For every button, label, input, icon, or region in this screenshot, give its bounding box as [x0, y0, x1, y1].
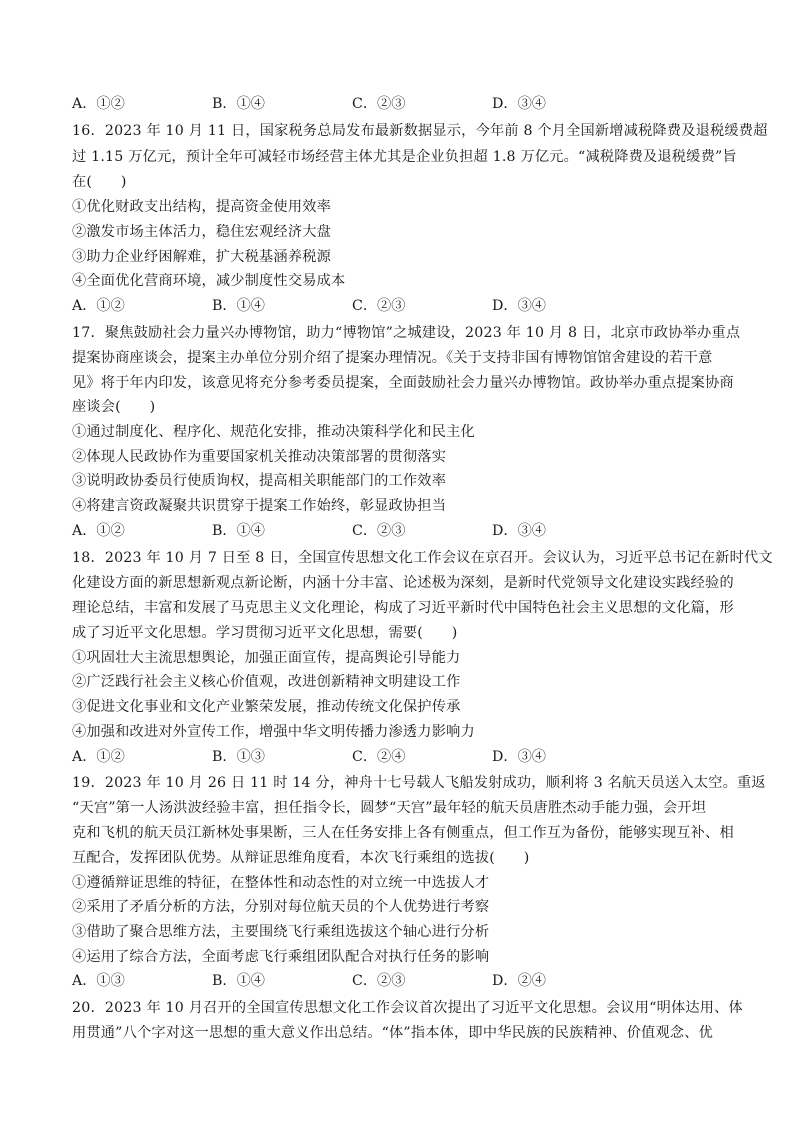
q16-stem-line-2: 过 1.15 万亿元，预计全年可减轻市场经营主体尤其是企业负担超 1.8 万亿元。“减税降费及退税缓费”旨 — [72, 149, 737, 165]
q17-item-1: ①通过制度化、程序化、规范化安排，推动决策科学化和民主化 — [72, 424, 475, 440]
q19-stem-line-3: 克和飞机的航天员江新林处事果断，三人在任务安排上各有侧重点，但工作互为备份，能够实现互补、相 — [72, 825, 734, 841]
q19-options — [72, 972, 732, 990]
q18-stem-line-1: 18．2023 年 10 月 7 日至 8 日，全国宣传思想文化工作会议在京召开。会议认为，习近平总书记在新时代文 — [72, 550, 773, 566]
q19-item-4: ④运用了综合方法，全面考虑飞行乘组团队配合对执行任务的影响 — [72, 949, 490, 965]
q18-option-a[interactable]: A．①② — [72, 749, 125, 765]
q16-option-a[interactable]: A．①② — [72, 298, 125, 314]
q17-option-c[interactable]: C．②③ — [352, 523, 406, 539]
q16-options — [72, 297, 732, 315]
q18-stem-line-4: 成了习近平文化思想。学习贯彻习近平文化思想，需要( ) — [72, 625, 458, 641]
q17-stem-line-2: 提案协商座谈会，提案主办单位分别介绍了提案办理情况。《关于支持非国有博物馆馆舍建设的若干意 — [72, 350, 713, 366]
q18-option-b[interactable]: B．①③ — [212, 749, 265, 765]
q16-item-2: ②激发市场主体活力，稳住宏观经济大盘 — [72, 224, 331, 240]
q18-item-3: ③促进文化事业和文化产业繁荣发展，推动传统文化保护传承 — [72, 699, 461, 715]
q18-options — [72, 748, 732, 766]
q18-item-4: ④加强和改进对外宣传工作，增强中华文明传播力渗透力影响力 — [72, 724, 475, 740]
q17-stem-line-1: 17．聚焦鼓励社会力量兴办博物馆，助力“博物馆”之城建设，2023 年 10 月 8 日，北京市政协举办重点 — [72, 325, 741, 341]
q16-item-4: ④全面优化营商环境，减少制度性交易成本 — [72, 273, 346, 289]
q20-stem-line-1: 20．2023 年 10 月召开的全国宣传思想文化工作会议首次提出了习近平文化思想。会议用“明体达用、体 — [72, 1000, 743, 1016]
q18-item-1: ①巩固壮大主流思想舆论，加强正面宣传，提高舆论引导能力 — [72, 650, 461, 666]
q17-stem-line-3: 见》将于年内印发，该意见将充分参考委员提案，全面鼓励社会力量兴办博物馆。政协举办重点提案协商 — [72, 375, 734, 391]
q18-option-d[interactable]: D．③④ — [492, 749, 546, 765]
q18-option-c[interactable]: C．②④ — [352, 749, 406, 765]
q17-item-4: ④将建言资政凝聚共识贯穿于提案工作始终，彰显政协担当 — [72, 498, 447, 514]
q17-option-a[interactable]: A．①② — [72, 523, 125, 539]
q15-option-a[interactable]: A．①② — [72, 96, 125, 112]
q19-option-d[interactable]: D．②④ — [492, 973, 546, 989]
q17-option-b[interactable]: B．①④ — [212, 523, 265, 539]
q18-stem-line-2: 化建设方面的新思想新观点新论断，内涵十分丰富、论述极为深刻，是新时代党领导文化建设实践经验的 — [72, 575, 734, 591]
q17-item-3: ③说明政协委员行使质询权，提高相关职能部门的工作效率 — [72, 473, 447, 489]
q16-option-c[interactable]: C．②③ — [352, 298, 406, 314]
q19-stem-line-2: “天宫”第一人汤洪波经验丰富，担任指令长，圆梦“天宫”最年轻的航天员唐胜杰动手能力强，会开坦 — [72, 800, 707, 816]
q17-options — [72, 522, 732, 540]
q18-item-2: ②广泛践行社会主义核心价值观，改进创新精神文明建设工作 — [72, 674, 461, 690]
q16-item-1: ①优化财政支出结构，提高资金使用效率 — [72, 199, 331, 215]
q17-stem-line-4: 座谈会( ) — [72, 399, 156, 415]
q19-option-b[interactable]: B．①④ — [212, 973, 265, 989]
q19-stem-line-1: 19．2023 年 10 月 26 日 11 时 14 分，神舟十七号载人飞船发射成功，顺利将 3 名航天员送入太空。重返 — [72, 775, 766, 791]
q19-item-2: ②采用了矛盾分析的方法，分别对每位航天员的个人优势进行考察 — [72, 899, 490, 915]
q15-option-c[interactable]: C．②③ — [352, 96, 406, 112]
q19-stem-line-4: 互配合，发挥团队优势。从辩证思维角度看，本次飞行乘组的选拔( ) — [72, 850, 530, 866]
q18-stem-line-3: 理论总结，丰富和发展了马克思主义文化理论，构成了习近平新时代中国特色社会主义思想的文化篇，形 — [72, 600, 734, 616]
q17-option-d[interactable]: D．③④ — [492, 523, 546, 539]
q16-item-3: ③助力企业纾困解难，扩大税基涵养税源 — [72, 249, 331, 265]
q16-stem-line-1: 16．2023 年 10 月 11 日，国家税务总局发布最新数据显示，今年前 8 个月全国新增减税降费及退税缓费超 — [72, 123, 768, 139]
q20-stem-line-2: 用贯通”八个字对这一思想的重大意义作出总结。“体”指本体，即中华民族的民族精神、价值观念、优 — [72, 1025, 714, 1041]
q19-option-c[interactable]: C．②③ — [352, 973, 406, 989]
q17-item-2: ②体现人民政协作为重要国家机关推动决策部署的贯彻落实 — [72, 449, 447, 465]
q15-options — [72, 95, 732, 113]
q15-option-b[interactable]: B．①④ — [212, 96, 265, 112]
q16-stem-line-3: 在( ) — [72, 174, 127, 190]
q19-option-a[interactable]: A．①③ — [72, 973, 125, 989]
q16-option-d[interactable]: D．③④ — [492, 298, 546, 314]
q19-item-3: ③借助了聚合思维方法，主要围绕飞行乘组选拔这个轴心进行分析 — [72, 924, 490, 940]
q16-option-b[interactable]: B．①④ — [212, 298, 265, 314]
q19-item-1: ①遵循辩证思维的特征，在整体性和动态性的对立统一中选拔人才 — [72, 875, 490, 891]
q15-option-d[interactable]: D．③④ — [492, 96, 546, 112]
